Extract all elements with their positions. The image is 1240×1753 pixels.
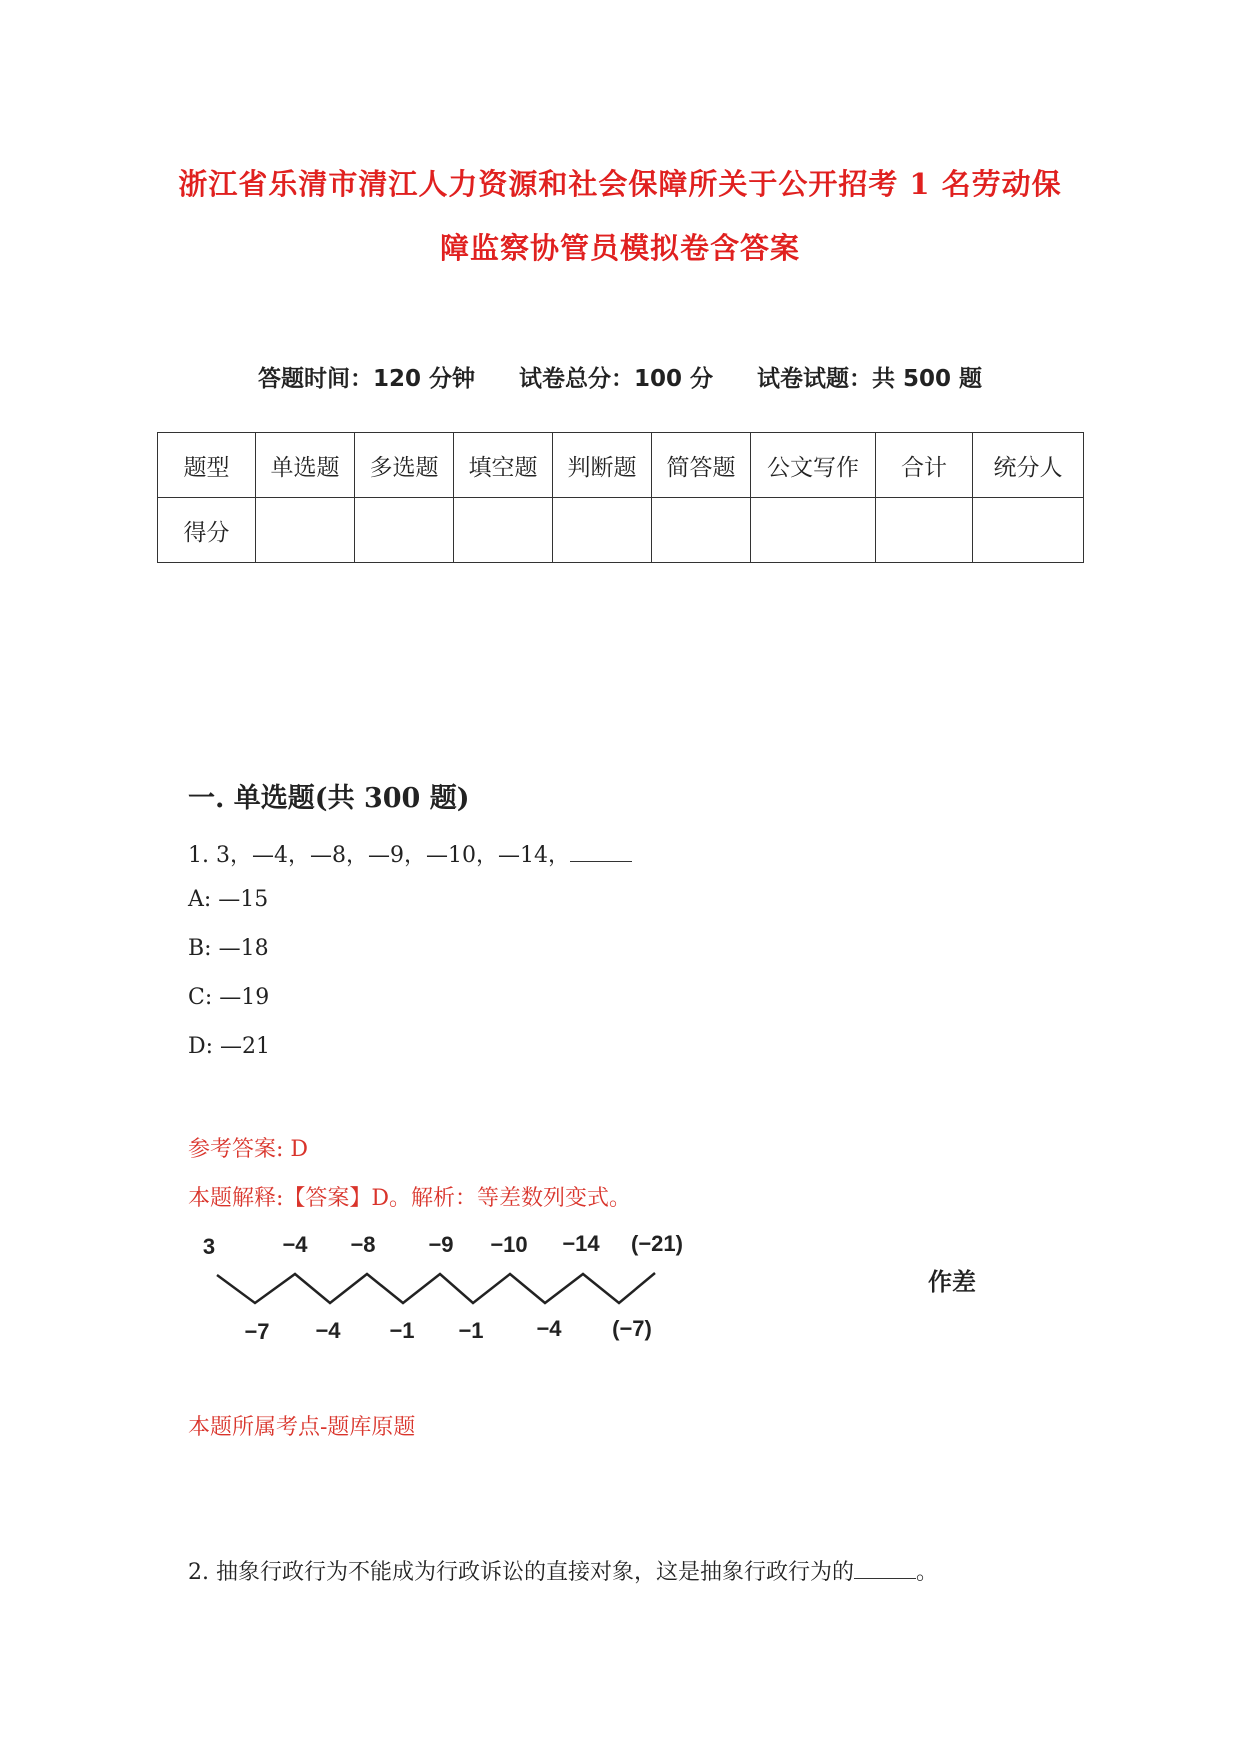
answer-blank [570, 841, 632, 862]
score-table-score-row [158, 498, 1084, 563]
score-header-cell: 判断题 [553, 433, 652, 498]
score-table [157, 432, 1084, 563]
score-cell [652, 498, 751, 563]
option-b: B: —18 [188, 936, 269, 961]
score-header-cell: 题型 [158, 433, 256, 498]
document-title-line-2: 障监察协管员模拟卷含答案 [439, 231, 800, 265]
exam-meta [0, 360, 1240, 393]
answer-blank [854, 1558, 916, 1579]
diagram-bottom-number: (−7) [612, 1316, 652, 1341]
difference-diagram [195, 1218, 715, 1348]
score-cell [973, 498, 1084, 563]
exam-time: 答题时间：120 分钟 [257, 366, 475, 392]
diagram-top-number: 3 [202, 1234, 216, 1259]
score-row-label: 得分 [158, 498, 256, 563]
diagram-bottom-number: −4 [536, 1316, 562, 1341]
diagram-bottom-number: −1 [389, 1318, 415, 1343]
diagram-top-number: −8 [350, 1232, 376, 1257]
question-2-stem [188, 1555, 938, 1586]
question-1-text: 1. 3，—4，—8，—9，—10，—14， [188, 843, 570, 868]
exam-total-score: 试卷总分：100 分 [518, 366, 714, 392]
exam-question-count: 试卷试题：共 500 题 [757, 366, 983, 392]
score-cell [876, 498, 973, 563]
zigzag-line [217, 1273, 655, 1303]
option-d: D: —21 [188, 1034, 271, 1059]
diagram-top-number: (−21) [631, 1231, 683, 1256]
score-header-cell: 单选题 [256, 433, 355, 498]
score-header-cell: 公文写作 [751, 433, 876, 498]
diagram-top-number: −4 [282, 1232, 308, 1257]
question-2-tail: 。 [916, 1560, 939, 1585]
diagram-bottom-number: −1 [458, 1318, 484, 1343]
score-header-cell: 统分人 [973, 433, 1084, 498]
answer-explanation: 本题解释:【答案】D。解析：等差数列变式。 [188, 1186, 632, 1211]
score-cell [256, 498, 355, 563]
score-header-cell: 简答题 [652, 433, 751, 498]
score-cell [751, 498, 876, 563]
question-source: 本题所属考点-题库原题 [188, 1415, 416, 1440]
score-cell [454, 498, 553, 563]
option-a: A: —15 [188, 887, 269, 912]
score-header-cell: 多选题 [355, 433, 454, 498]
document-title-line-1: 浙江省乐清市清江人力资源和社会保障所关于公开招考 1 名劳动保 [178, 167, 1062, 201]
reference-answer: 参考答案: D [188, 1137, 309, 1162]
option-c: C: —19 [188, 985, 270, 1010]
question-2-text: 2. 抽象行政行为不能成为行政诉讼的直接对象，这是抽象行政行为的 [188, 1560, 854, 1585]
diagram-bottom-number: −4 [315, 1318, 341, 1343]
score-header-cell: 填空题 [454, 433, 553, 498]
score-table-header-row [158, 433, 1084, 498]
section-heading: 一. 单选题(共 300 题) [188, 783, 470, 814]
score-cell [553, 498, 652, 563]
score-cell [355, 498, 454, 563]
score-header-cell: 合计 [876, 433, 973, 498]
question-1-stem [188, 838, 632, 869]
diagram-top-number: −14 [562, 1231, 600, 1256]
diagram-bottom-number: −7 [244, 1319, 270, 1344]
diagram-top-number: −10 [490, 1232, 528, 1257]
diagram-side-label: 作差 [928, 1268, 976, 1296]
diagram-top-number: −9 [428, 1232, 454, 1257]
